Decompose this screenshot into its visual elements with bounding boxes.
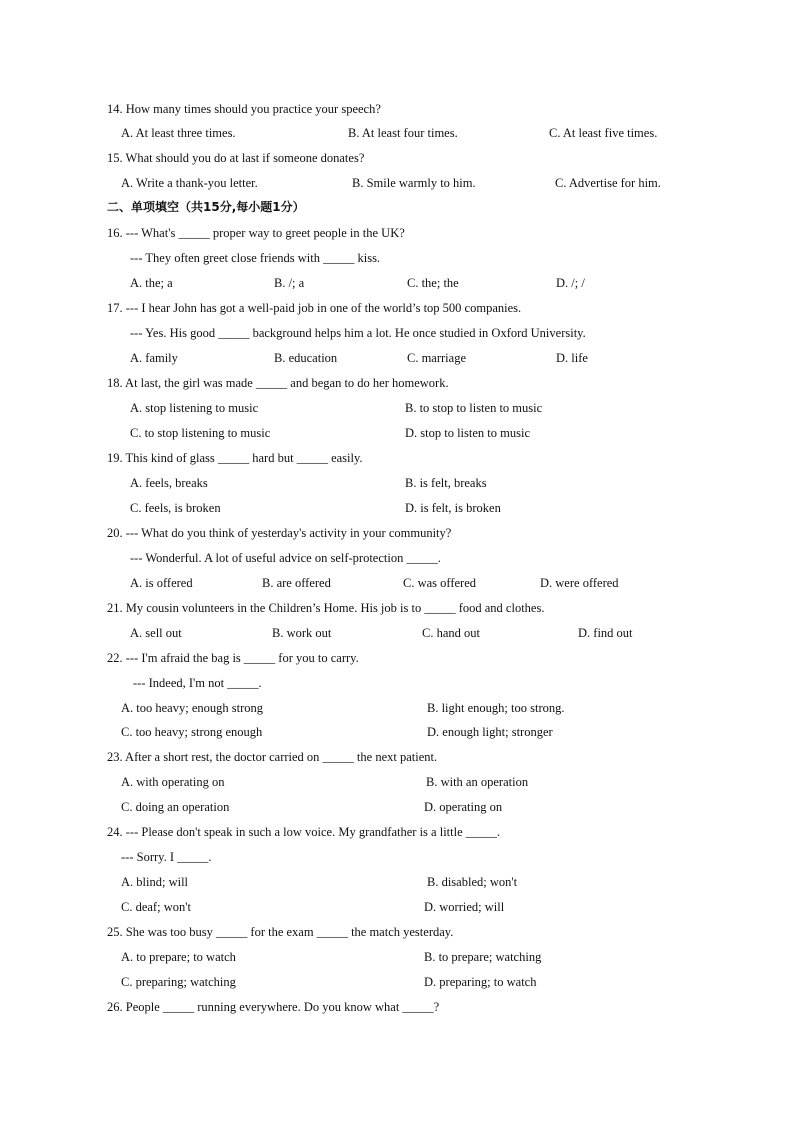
question-18-option-b: B. to stop to listen to music bbox=[405, 401, 543, 415]
question-22-option-a: A. too heavy; enough strong bbox=[121, 701, 263, 715]
question-21-stem: 21. My cousin volunteers in the Children’s Home. His job is to _____ food and clothes. bbox=[107, 601, 545, 615]
question-14-option-b: B. At least four times. bbox=[348, 126, 458, 140]
question-21-option-a: A. sell out bbox=[130, 626, 182, 640]
question-17-option-c: C. marriage bbox=[407, 351, 467, 365]
question-20-option-c: C. was offered bbox=[403, 576, 477, 590]
question-18-stem: 18. At last, the girl was made _____ and began to do her homework. bbox=[107, 376, 449, 390]
question-25-stem: 25. She was too busy _____ for the exam _____ the match yesterday. bbox=[107, 925, 454, 939]
question-16-option-d: D. /; / bbox=[556, 276, 585, 290]
question-19-option-c: C. feels, is broken bbox=[130, 501, 221, 515]
question-18-option-a: A. stop listening to music bbox=[130, 401, 259, 415]
question-17-stem-reply: --- Yes. His good _____ background helps him a lot. He once studied in Oxford University. bbox=[130, 326, 586, 340]
question-23-option-a: A. with operating on bbox=[121, 775, 225, 789]
question-19-option-b: B. is felt, breaks bbox=[405, 476, 487, 490]
question-16-stem: 16. --- What's _____ proper way to greet people in the UK? bbox=[107, 226, 405, 240]
question-25-option-d: D. preparing; to watch bbox=[424, 975, 537, 989]
question-18-option-d: D. stop to listen to music bbox=[405, 426, 530, 440]
question-24-option-c: C. deaf; won't bbox=[121, 900, 191, 914]
question-18-option-c: C. to stop listening to music bbox=[130, 426, 271, 440]
section-heading: 二、单项填空（共15分,每小题1分） bbox=[107, 200, 305, 214]
question-17-option-d: D. life bbox=[556, 351, 588, 365]
question-17-stem: 17. --- I hear John has got a well-paid job in one of the world’s top 500 companies. bbox=[107, 301, 522, 315]
question-23-option-c: C. doing an operation bbox=[121, 800, 230, 814]
question-14-option-a: A. At least three times. bbox=[121, 126, 236, 140]
question-15-stem: 15. What should you do at last if someone donates? bbox=[107, 151, 365, 165]
question-25-option-c: C. preparing; watching bbox=[121, 975, 236, 989]
question-24-stem-reply: --- Sorry. I _____. bbox=[121, 850, 212, 864]
question-16-option-a: A. the; a bbox=[130, 276, 173, 290]
question-15-option-c: C. Advertise for him. bbox=[555, 176, 661, 190]
question-22-stem-reply: --- Indeed, I'm not _____. bbox=[133, 676, 262, 690]
question-20-stem-reply: --- Wonderful. A lot of useful advice on self-protection _____. bbox=[130, 551, 441, 565]
question-16-stem-reply: --- They often greet close friends with _____ kiss. bbox=[130, 251, 381, 265]
question-21-option-b: B. work out bbox=[272, 626, 332, 640]
question-22-stem: 22. --- I'm afraid the bag is _____ for you to carry. bbox=[107, 651, 359, 665]
question-21-option-d: D. find out bbox=[578, 626, 633, 640]
question-23-option-d: D. operating on bbox=[424, 800, 503, 814]
question-20-stem: 20. --- What do you think of yesterday's activity in your community? bbox=[107, 526, 452, 540]
question-24-option-b: B. disabled; won't bbox=[427, 875, 518, 889]
question-19-option-d: D. is felt, is broken bbox=[405, 501, 501, 515]
question-22-option-c: C. too heavy; strong enough bbox=[121, 725, 263, 739]
question-25-option-a: A. to prepare; to watch bbox=[121, 950, 236, 964]
question-23-option-b: B. with an operation bbox=[426, 775, 529, 789]
question-16-option-b: B. /; a bbox=[274, 276, 305, 290]
question-20-option-d: D. were offered bbox=[540, 576, 619, 590]
question-22-option-d: D. enough light; stronger bbox=[427, 725, 553, 739]
question-20-option-b: B. are offered bbox=[262, 576, 331, 590]
question-14-option-c: C. At least five times. bbox=[549, 126, 658, 140]
question-26-stem: 26. People _____ running everywhere. Do you know what _____? bbox=[107, 1000, 440, 1014]
question-24-option-d: D. worried; will bbox=[424, 900, 505, 914]
question-15-option-b: B. Smile warmly to him. bbox=[352, 176, 476, 190]
question-25-option-b: B. to prepare; watching bbox=[424, 950, 542, 964]
question-14-stem: 14. How many times should you practice your speech? bbox=[107, 102, 381, 116]
question-24-option-a: A. blind; will bbox=[121, 875, 189, 889]
question-15-option-a: A. Write a thank-you letter. bbox=[121, 176, 258, 190]
question-24-stem: 24. --- Please don't speak in such a low voice. My grandfather is a little _____. bbox=[107, 825, 501, 839]
question-22-option-b: B. light enough; too strong. bbox=[427, 701, 565, 715]
question-16-option-c: C. the; the bbox=[407, 276, 459, 290]
question-17-option-b: B. education bbox=[274, 351, 338, 365]
question-23-stem: 23. After a short rest, the doctor carried on _____ the next patient. bbox=[107, 750, 438, 764]
question-17-option-a: A. family bbox=[130, 351, 178, 365]
question-19-stem: 19. This kind of glass _____ hard but _____ easily. bbox=[107, 451, 363, 465]
question-19-option-a: A. feels, breaks bbox=[130, 476, 208, 490]
question-20-option-a: A. is offered bbox=[130, 576, 193, 590]
question-21-option-c: C. hand out bbox=[422, 626, 480, 640]
